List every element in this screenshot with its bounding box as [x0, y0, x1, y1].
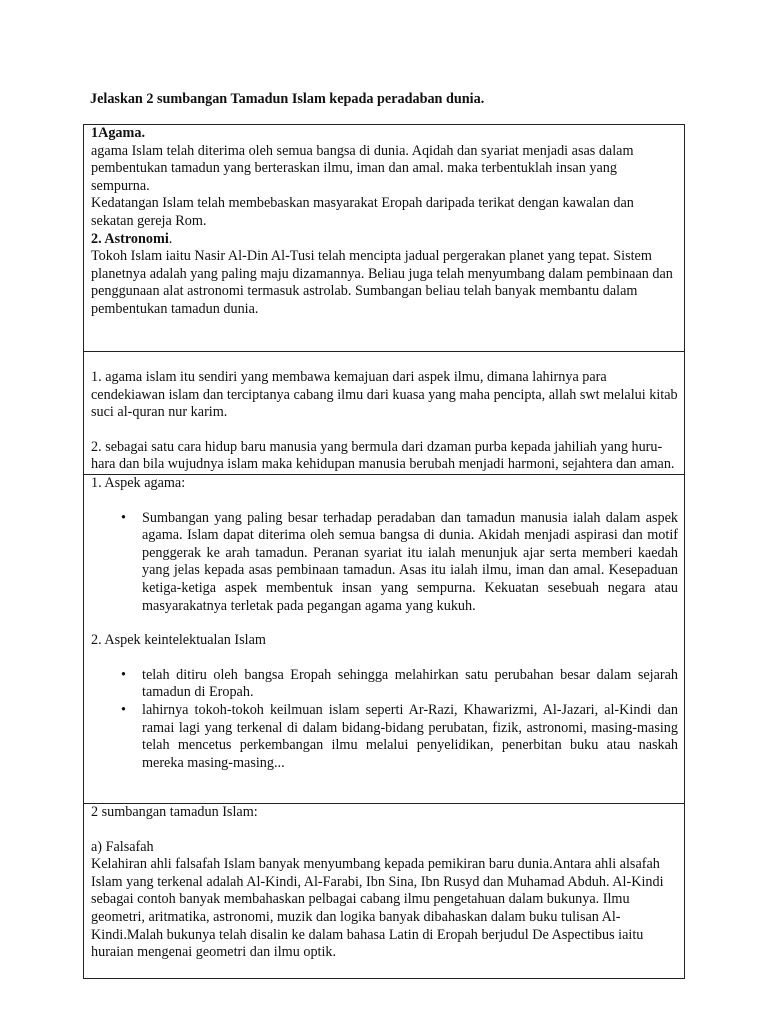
list-item-text: telah ditiru oleh bangsa Eropah sehingga melahirkan satu perubahan besar dalam sejarah tamadun di Eropah.: [142, 666, 678, 701]
list-item: [121, 509, 678, 616]
section-heading-falsafah: a) Falsafah: [91, 838, 154, 855]
answer-box-1: [83, 124, 685, 352]
astronomi-heading-text: 2. Astronomi: [91, 230, 169, 247]
list-item-text: Sumbangan yang paling besar terhadap peradaban dan tamadun manusia ialah dalam aspek agama. Islam dapat diterima oleh semua bangsa di dunia. Akidah menjadi aspirasi dan motif penggerak ke arah tamadun. Peranan syariat itu ialah menunjuk ajar serta memberi kaedah yang jelas kepada asas pembinaan tamadun. Asas itu ialah ilmu, iman dan amal. Kesepaduan ketiga-ketiga aspek membentuk insan yang sempurna. Kekuatan sesebuah negara atau masyarakatnya terletak pada pegangan agama yang kukuh.: [142, 509, 678, 614]
list-item: [121, 701, 678, 772]
section-heading-aspek-intelektual: 2. Aspek keintelektualan Islam: [91, 632, 266, 649]
paragraph-agama: agama Islam telah diterima oleh semua bangsa di dunia. Aqidah dan syariat menjadi asas dalam pembentukan tamadun yang berteraskan ilmu, iman dan amal. maka terbentuklah insan yang sempurna.: [91, 142, 634, 194]
answer-box-2: [83, 351, 685, 475]
paragraph-astronomi: Tokoh Islam iaitu Nasir Al-Din Al-Tusi telah mencipta jadual pergerakan planet yang tepat. Sistem planetnya adalah yang paling maju dizamannya. Beliau juga telah menyumbang dalam pembinaan dan penggunaan alat astronomi termasuk astrolab. Sumbangan beliau telah banyak membantu dalam pembentukan tamadun dunia.: [91, 248, 673, 317]
section-heading-agama: 1Agama.: [91, 125, 145, 141]
list-item-text: lahirnya tokoh-tokoh keilmuan islam seperti Ar-Razi, Khawarizmi, Al-Jazari, al-Kindi dan ramai lagi yang terkenal di dalam bidang-bidang perubatan, fizik, astronomi, masing-masing telah mencetus perkembangan ilmu melalui penyelidikan, penerbitan buku atau naskah mereka masing-masing...: [142, 701, 678, 771]
paragraph-point-2: 2. sebagai satu cara hidup baru manusia yang bermula dari dzaman purba kepada jahiliah yang huru-hara dan bila wujudnya islam maka kehidupan manusia berubah menjadi harmoni, sejahtera dan aman.: [91, 438, 675, 473]
paragraph-kedatangan-islam: Kedatangan Islam telah membebaskan masyarakat Eropah daripada terikat dengan kawalan dan sekatan gereja Rom.: [91, 195, 634, 229]
answer-box-3: [83, 474, 685, 804]
answer-box-4: [83, 803, 685, 979]
section-heading-astronomi: [91, 231, 678, 249]
bullet-icon: •: [121, 666, 126, 683]
section-heading-sumbangan: 2 sumbangan tamadun Islam:: [91, 804, 258, 820]
paragraph-point-1: 1. agama islam itu sendiri yang membawa kemajuan dari aspek ilmu, dimana lahirnya para cendekiawan islam dan terciptanya cabang ilmu dari kuasa yang maha pencipta, allah swt melalui kitab suci al-quran nur karim.: [91, 369, 678, 421]
bullet-list-agama: [91, 510, 678, 616]
paragraph-falsafah: Kelahiran ahli falsafah Islam banyak menyumbang kepada pemikiran baru dunia.Antara ahli alsafah Islam yang terkenal adalah Al-Kindi, Al-Farabi, Ibn Sina, Ibn Rusyd dan Muhamad Abduh. Al-Kindi sebagai contoh banyak membahaskan pelbagai cabang ilmu pengetahuan dalam bukunya. Ilmu geometri, aritmatika, astronomi, muzik dan logika banyak dibahaskan dalam buku tulisan Al-Kindi.Malah bukunya telah disalin ke dalam bahasa Latin di Eropah berjudul De Aspectibus iaitu huraian mengenai geometri dan ilmu optik.: [91, 856, 664, 961]
bullet-icon: •: [121, 701, 126, 718]
list-item: [121, 666, 678, 702]
bullet-icon: •: [121, 509, 126, 526]
section-heading-aspek-agama: 1. Aspek agama:: [91, 475, 186, 491]
bullet-list-intelektual: [91, 667, 678, 773]
astronomi-heading-period: .: [168, 230, 173, 247]
document-title: Jelaskan 2 sumbangan Tamadun Islam kepada peradaban dunia.: [90, 91, 485, 107]
